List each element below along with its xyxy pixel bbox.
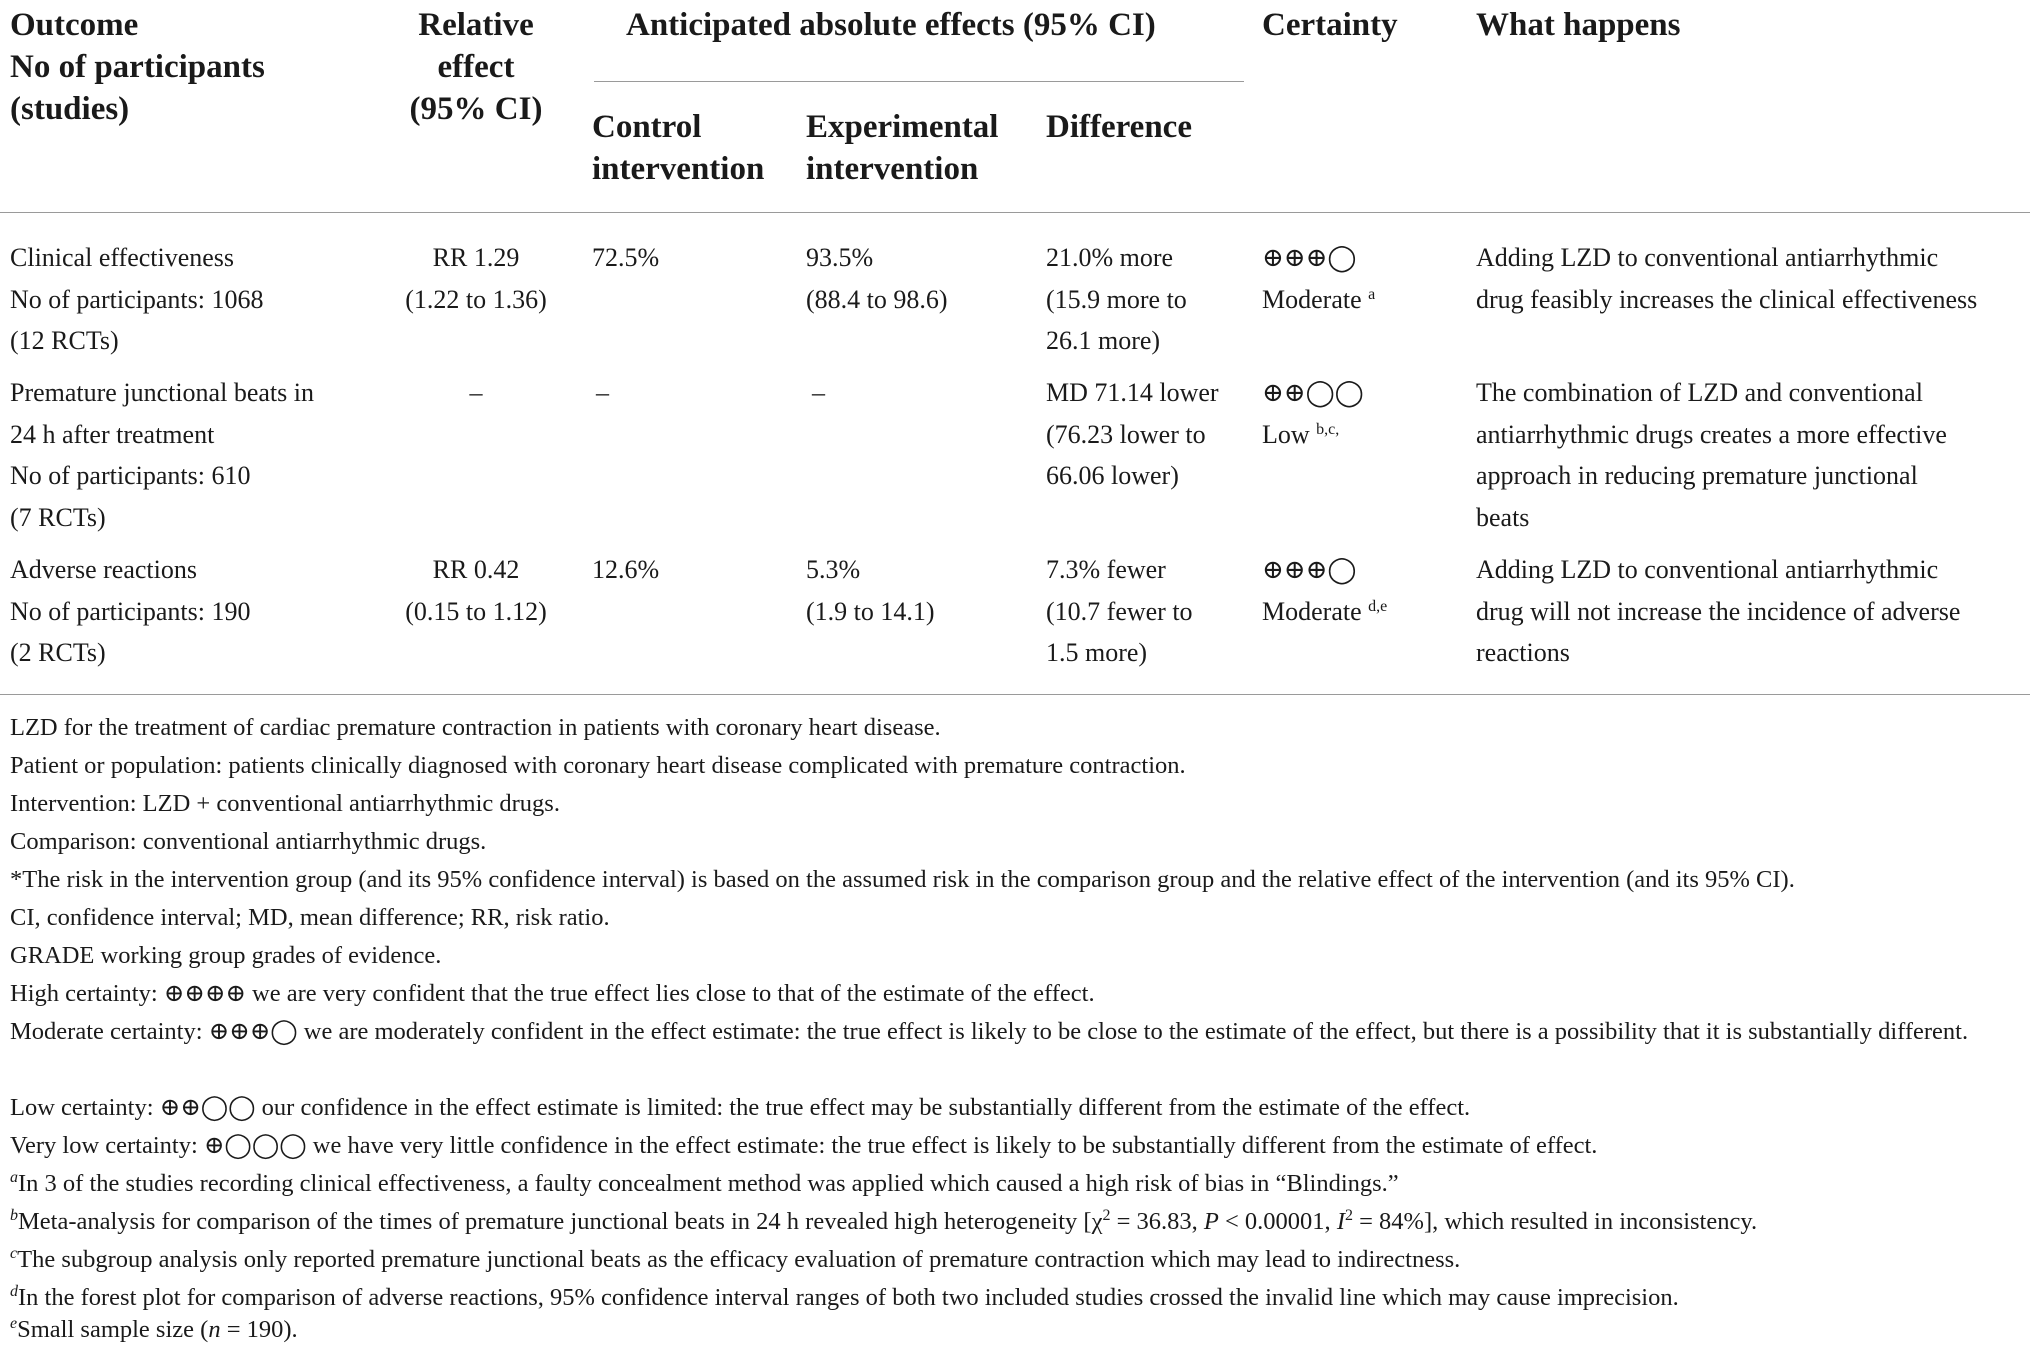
exponent: 2 — [1344, 1207, 1353, 1224]
footnote-mark: b — [10, 1207, 18, 1224]
cell-line: Adverse reactions — [10, 555, 197, 584]
header-control-line: Control — [592, 109, 702, 145]
cell-line: (76.23 lower to — [1046, 419, 1206, 449]
footnote-a — [10, 1165, 1399, 1203]
header-experimental-line: Experimental — [806, 109, 999, 145]
cell-line: approach in reducing premature junctional — [1476, 461, 1918, 490]
table-row-experimental — [806, 237, 948, 320]
certainty-symbols: ⊕⊕⊕◯ — [1262, 555, 1357, 584]
header-outcome-line: (studies) — [10, 91, 130, 127]
footnote-text: < 0.00001, — [1218, 1208, 1337, 1235]
table-row-certainty — [1262, 237, 1375, 320]
certainty-label: Moderate — [1262, 284, 1362, 314]
cell-line: 93.5% — [806, 243, 874, 272]
header-experimental — [806, 106, 998, 190]
cell-line: (7 RCTs) — [10, 502, 106, 532]
header-anticipated-effects: Anticipated absolute effects (95% CI) — [626, 7, 1156, 43]
header-relative-line: (95% CI) — [409, 91, 543, 127]
table-note: Very low certainty: ⊕◯◯◯ we have very little confidence in the effect estimate: the true effect is likely to be substantially different from the estimate of effect. — [10, 1132, 1598, 1159]
header-relative-line: effect — [437, 49, 515, 85]
p-symbol: P — [1203, 1208, 1219, 1235]
footnote-text: In 3 of the studies recording clinical effectiveness, a faulty concealment method was applied which caused a high risk of bias in “Blindings.” — [18, 1170, 1399, 1197]
header-relative-effect — [378, 4, 574, 130]
header-span-rule — [594, 81, 1244, 82]
header-experimental-line: intervention — [806, 151, 979, 187]
chi-symbol: χ — [1091, 1208, 1103, 1235]
table-row-what-happens — [1476, 372, 1947, 538]
footnote-text: Small sample size ( — [17, 1316, 209, 1343]
cell-line: 66.06 lower) — [1046, 461, 1179, 490]
cell-line: drug feasibly increases the clinical effectiveness — [1476, 284, 1978, 314]
cell-line: beats — [1476, 502, 1530, 532]
cell-line: (88.4 to 98.6) — [806, 284, 948, 314]
cell-line: (15.9 more to — [1046, 284, 1187, 314]
i-symbol: I — [1336, 1208, 1345, 1235]
footnote-mark: e — [10, 1315, 18, 1332]
footnote-mark: a — [10, 1169, 18, 1186]
cell-line: 72.5% — [592, 243, 660, 272]
table-row-relative — [378, 549, 574, 632]
footnote-ref: d,e — [1368, 597, 1388, 615]
certainty-symbols: ⊕⊕◯◯ — [1262, 378, 1364, 407]
cell-line: (1.22 to 1.36) — [405, 284, 547, 314]
cell-line: Adding LZD to conventional antiarrhythmic — [1476, 555, 1939, 584]
footnote-ref: a — [1368, 285, 1376, 303]
header-control-line: intervention — [592, 151, 765, 187]
table-row-outcome — [10, 549, 250, 674]
header-outcome-line: Outcome — [10, 7, 139, 43]
table-row-outcome — [10, 372, 314, 538]
cell-line: (2 RCTs) — [10, 638, 106, 667]
header-bottom-rule — [0, 212, 2030, 213]
table-row-control — [592, 549, 659, 591]
header-outcome — [10, 4, 265, 130]
cell-line: No of participants: 190 — [10, 596, 251, 626]
header-certainty: Certainty — [1262, 7, 1398, 43]
table-row-experimental — [812, 372, 825, 414]
cell-line: No of participants: 1068 — [10, 284, 264, 314]
table-note: High certainty: ⊕⊕⊕⊕ we are very confident that the true effect lies close to that of the estimate of the effect. — [10, 980, 1095, 1007]
cell-line: – — [469, 378, 483, 407]
footnote-text: In the forest plot for comparison of adverse reactions, 95% confidence interval ranges of both two included studies crossed the invalid line which may cause imprecision. — [18, 1284, 1679, 1311]
cell-line: No of participants: 610 — [10, 461, 251, 490]
certainty-label: Moderate — [1262, 596, 1362, 626]
cell-line: Clinical effectiveness — [10, 243, 235, 272]
cell-line: 24 h after treatment — [10, 419, 215, 449]
table-note: Comparison: conventional antiarrhythmic drugs. — [10, 828, 487, 855]
certainty-symbols: ⊕⊕⊕◯ — [1262, 243, 1357, 272]
cell-line: 7.3% fewer — [1046, 555, 1166, 584]
table-note: GRADE working group grades of evidence. — [10, 942, 442, 969]
footnote-text: The subgroup analysis only reported premature junctional beats as the efficacy evaluation of premature contraction which may lead to indirectness. — [17, 1246, 1461, 1273]
cell-line: Premature junctional beats in — [10, 378, 314, 407]
cell-line: MD 71.14 lower — [1046, 378, 1219, 407]
footnote-text: = 36.83, — [1110, 1208, 1204, 1235]
cell-line: The combination of LZD and conventional — [1476, 378, 1923, 407]
table-note: Moderate certainty: ⊕⊕⊕◯ we are moderately confident in the effect estimate: the true effect is likely to be close to the estimate of the effect, but there is a possibility that it is substantially different. — [10, 1018, 1969, 1045]
certainty-label: Low — [1262, 419, 1310, 449]
cell-line: – — [596, 378, 609, 407]
header-control — [592, 106, 764, 190]
table-row-difference — [1046, 549, 1193, 674]
exponent: 2 — [1102, 1207, 1111, 1224]
footnote-text: = 84%], which resulted in inconsistency. — [1352, 1208, 1758, 1235]
table-row-outcome — [10, 237, 263, 362]
table-note: *The risk in the intervention group (and its 95% confidence interval) is based on the assumed risk in the comparison group and the relative effect of the intervention (and its 95% CI). — [10, 866, 1795, 893]
cell-line: 5.3% — [806, 555, 861, 584]
footnote-text: Meta-analysis for comparison of the times of premature junctional beats in 24 h revealed high heterogeneity [ — [18, 1208, 1092, 1235]
table-row-relative — [378, 372, 574, 414]
footnote-e — [10, 1311, 298, 1349]
cell-line: antiarrhythmic drugs creates a more effective — [1476, 419, 1947, 449]
table-row-relative — [378, 237, 574, 320]
table-bottom-rule — [0, 694, 2030, 695]
cell-line: (0.15 to 1.12) — [405, 596, 547, 626]
header-relative-line: Relative — [418, 7, 534, 43]
cell-line: 26.1 more) — [1046, 326, 1161, 355]
table-row-difference — [1046, 372, 1219, 497]
n-symbol: n — [208, 1316, 221, 1343]
table-note: Low certainty: ⊕⊕◯◯ our confidence in the effect estimate is limited: the true effect may be substantially different from the estimate of the effect. — [10, 1094, 1471, 1121]
table-row-what-happens — [1476, 549, 1960, 674]
footnote-text: = 190). — [220, 1316, 298, 1343]
cell-line: – — [812, 378, 825, 407]
table-note: LZD for the treatment of cardiac premature contraction in patients with coronary heart disease. — [10, 714, 941, 741]
cell-line: 21.0% more — [1046, 243, 1174, 272]
table-row-what-happens — [1476, 237, 1977, 320]
footnote-c — [10, 1241, 1460, 1279]
cell-line: (10.7 fewer to — [1046, 596, 1193, 626]
header-what-happens: What happens — [1476, 7, 1681, 43]
cell-line: 12.6% — [592, 555, 660, 584]
table-row-certainty — [1262, 549, 1387, 632]
footnote-mark: d — [10, 1283, 18, 1300]
header-difference: Difference — [1046, 109, 1192, 145]
header-outcome-line: No of participants — [10, 49, 265, 85]
cell-line: Adding LZD to conventional antiarrhythmic — [1476, 243, 1939, 272]
footnote-b — [10, 1203, 1757, 1241]
cell-line: drug will not increase the incidence of adverse — [1476, 596, 1961, 626]
table-row-control — [596, 372, 609, 414]
table-row-experimental — [806, 549, 935, 632]
footnote-ref: b,c, — [1316, 420, 1340, 438]
cell-line: RR 0.42 — [432, 555, 520, 584]
cell-line: (12 RCTs) — [10, 326, 119, 355]
footnote-mark: c — [10, 1245, 18, 1262]
table-row-control — [592, 237, 659, 279]
cell-line: 1.5 more) — [1046, 638, 1148, 667]
cell-line: (1.9 to 14.1) — [806, 596, 935, 626]
table-row-difference — [1046, 237, 1187, 362]
table-note: Intervention: LZD + conventional antiarrhythmic drugs. — [10, 790, 560, 817]
cell-line: reactions — [1476, 638, 1570, 667]
cell-line: RR 1.29 — [432, 243, 520, 272]
table-row-certainty — [1262, 372, 1364, 455]
table-note: CI, confidence interval; MD, mean difference; RR, risk ratio. — [10, 904, 610, 931]
table-note: Patient or population: patients clinically diagnosed with coronary heart disease complicated with premature contraction. — [10, 752, 1186, 779]
